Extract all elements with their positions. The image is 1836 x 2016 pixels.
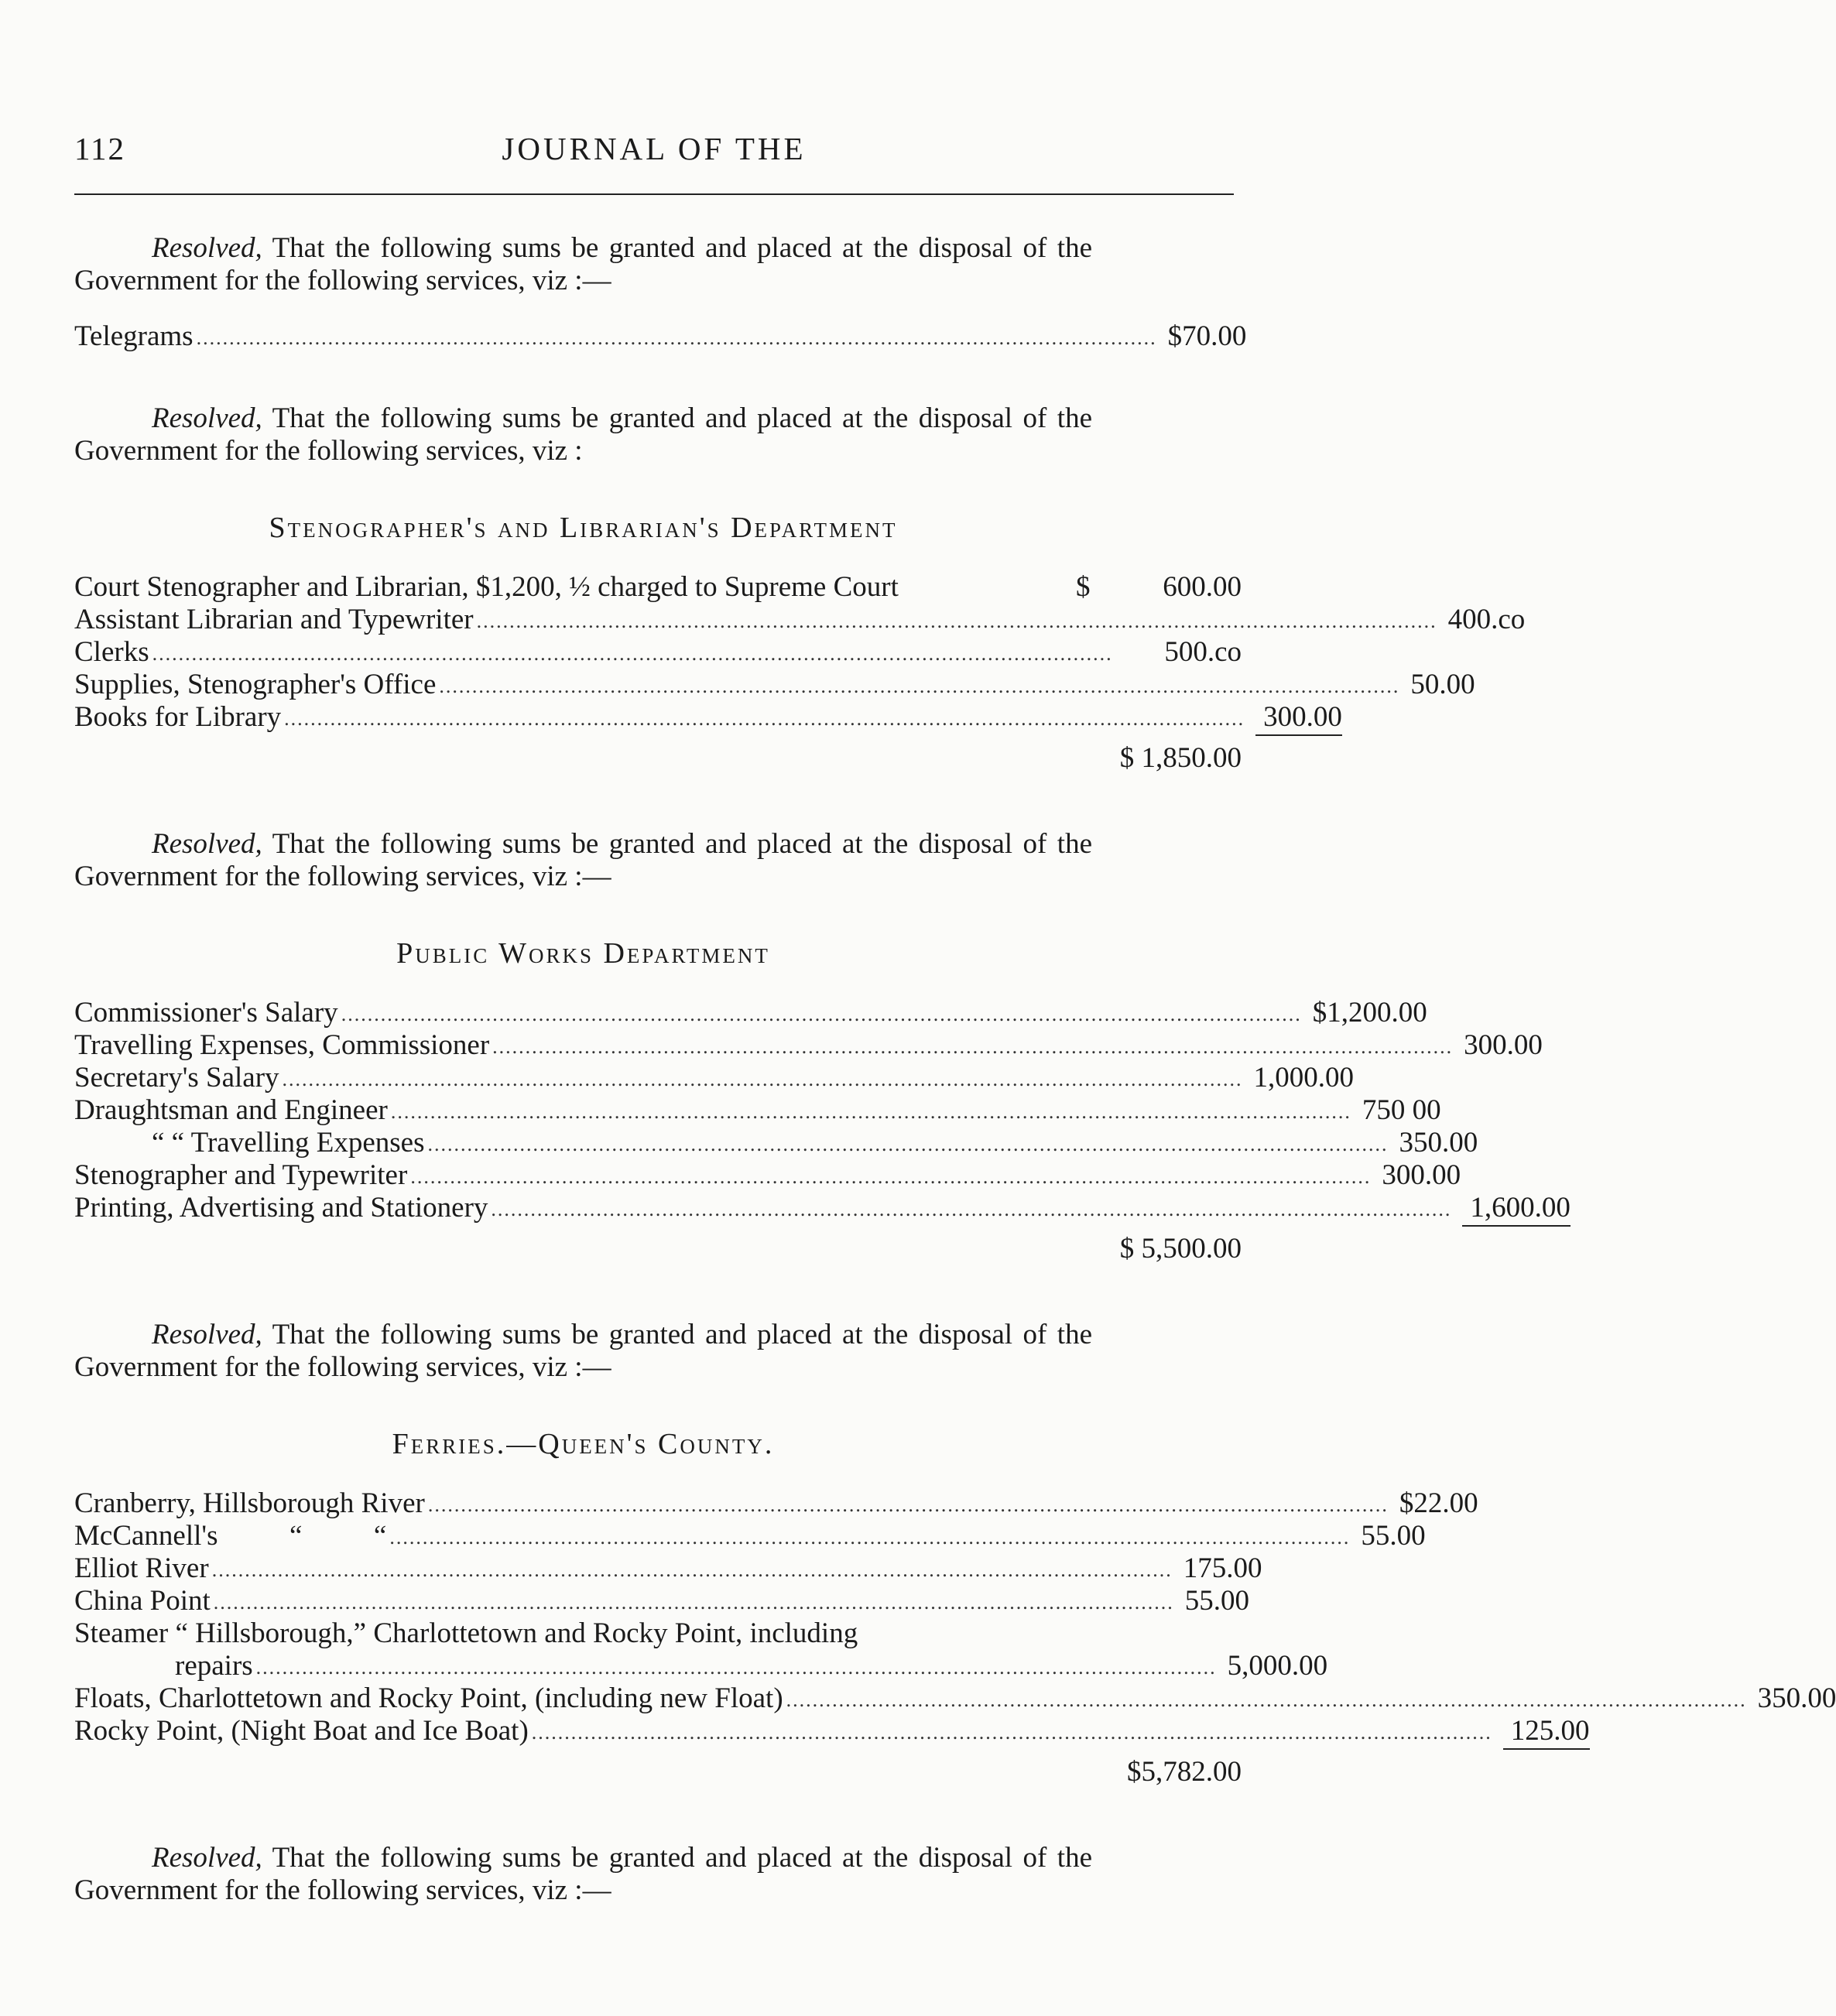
dot-leader: .................................................................................................................................................. — [439, 675, 1400, 697]
line-item — [74, 1127, 1478, 1159]
line-item — [74, 1682, 1836, 1715]
item-amount: 300.00 — [1464, 1029, 1543, 1061]
item-amount: 55.00 — [1184, 1585, 1250, 1617]
dot-leader: .................................................................................................................................................. — [389, 1526, 1351, 1549]
item-amount: 1,000.00 — [1253, 1062, 1355, 1094]
item-amount: 22.00 — [1413, 1487, 1478, 1519]
steno-items — [74, 571, 1526, 734]
currency-sign: $ — [1399, 1487, 1414, 1519]
line-item-steamer — [74, 1650, 1328, 1682]
resolved-word: Resolved, — [152, 1319, 262, 1350]
resolution-text: That the following sums be granted and placed at the disposal of the Government for the following services, viz :— — [74, 232, 1092, 296]
item-amount: 1,600.00 — [1462, 1192, 1571, 1227]
item-label: Steamer “ Hillsborough,” Charlottetown and Rocky Point, including — [74, 1617, 858, 1649]
line-item — [74, 997, 1427, 1029]
item-label: China Point — [74, 1585, 211, 1617]
page-number: 112 — [74, 131, 125, 166]
dot-leader: .................................................................................................................................................. — [152, 642, 1113, 665]
section-title-ferries: Ferries.—Queen's County. — [392, 1428, 775, 1460]
total-amount: $5,782.00 — [1127, 1756, 1242, 1788]
item-amount: 350.00 — [1399, 1127, 1478, 1159]
resolution-paragraph — [74, 1319, 1092, 1384]
item-label: Clerks — [74, 636, 149, 668]
item-amount: 400.co — [1447, 604, 1526, 635]
resolved-word: Resolved, — [152, 402, 262, 434]
running-title: JOURNAL OF THE — [502, 131, 807, 166]
dot-leader: .................................................................................................................................................. — [491, 1198, 1452, 1220]
line-item — [74, 1552, 1262, 1585]
item-label: Books for Library — [74, 701, 282, 733]
line-item — [74, 604, 1526, 636]
dot-leader: .................................................................................................................................................. — [410, 1165, 1372, 1188]
item-amount: 750 00 — [1362, 1094, 1441, 1126]
dot-leader: .................................................................................................................................................. — [390, 1100, 1351, 1123]
line-item — [74, 571, 1242, 604]
dot-leader: .................................................................................................................................................. — [427, 1133, 1389, 1155]
line-item — [74, 701, 1342, 734]
dot-leader: .................................................................................................................................................. — [531, 1721, 1492, 1744]
item-label: Floats, Charlottetown and Rocky Point, (including new Float) — [74, 1682, 783, 1714]
item-label: Court Stenographer and Librarian, $1,200, ½ charged to Supreme Court — [74, 571, 899, 603]
item-label: Commissioner's Salary — [74, 997, 338, 1029]
page-body — [74, 232, 1836, 1907]
resolution-paragraph — [74, 828, 1092, 893]
line-item — [74, 1159, 1461, 1192]
item-label: Printing, Advertising and Stationery — [74, 1192, 488, 1224]
currency-sign: $ — [1167, 320, 1183, 352]
header-rule — [74, 193, 1234, 195]
line-item — [74, 636, 1242, 669]
line-item — [74, 1487, 1478, 1520]
line-item-steamer-first-line — [74, 1617, 1242, 1650]
ferries-items — [74, 1487, 1836, 1747]
item-amount: 1,200.00 — [1327, 997, 1427, 1029]
dot-leader: .................................................................................................................................................. — [284, 707, 1245, 730]
item-label: Telegrams — [74, 320, 194, 352]
resolution-text: That the following sums be granted and placed at the disposal of the Government for the following services, viz :— — [74, 1842, 1092, 1906]
line-item — [74, 1029, 1543, 1062]
item-label: Stenographer and Typewriter — [74, 1159, 408, 1191]
item-amount: 175.00 — [1183, 1552, 1262, 1584]
dot-leader: .................................................................................................................................................. — [211, 1559, 1173, 1581]
dot-leader: .................................................................................................................................................. — [786, 1689, 1747, 1711]
line-item — [74, 1062, 1355, 1094]
item-label: Rocky Point, (Night Boat and Ice Boat) — [74, 1715, 529, 1747]
item-amount: 500.co — [1164, 636, 1242, 668]
page-header — [74, 130, 1234, 176]
item-label: Cranberry, Hillsborough River — [74, 1487, 425, 1519]
total-amount: $ 1,850.00 — [1119, 742, 1242, 774]
resolution-text: That the following sums be granted and placed at the disposal of the Government for the following services, viz : — [74, 402, 1092, 467]
item-label: Supplies, Stenographer's Office — [74, 669, 437, 700]
line-item — [74, 1094, 1441, 1127]
section-total — [74, 1229, 1242, 1269]
item-label: Elliot River — [74, 1552, 209, 1584]
item-label: Travelling Expenses, Commissioner — [74, 1029, 490, 1061]
resolution-paragraph — [74, 232, 1092, 297]
line-item — [74, 1715, 1590, 1747]
line-item — [74, 1520, 1426, 1552]
item-label: Draughtsman and Engineer — [74, 1094, 388, 1126]
currency-sign: $ — [1076, 571, 1091, 603]
item-amount: 350.00 — [1757, 1682, 1836, 1714]
line-item — [74, 1585, 1250, 1617]
item-amount: 55.00 — [1361, 1520, 1426, 1552]
line-item — [74, 1192, 1571, 1224]
item-amount: 125.00 — [1503, 1715, 1590, 1750]
section-total — [74, 1752, 1242, 1792]
total-amount: $ 5,500.00 — [1119, 1233, 1242, 1265]
resolution-paragraph — [74, 402, 1092, 467]
item-amount: 300.00 — [1255, 701, 1342, 736]
item-label: Assistant Librarian and Typewriter — [74, 604, 474, 635]
item-label: repairs — [175, 1650, 253, 1682]
resolved-word: Resolved, — [152, 1842, 262, 1874]
item-label: McCannell's “ “ — [74, 1520, 387, 1552]
item-label: “ “ Travelling Expenses — [152, 1127, 425, 1159]
resolution-text: That the following sums be granted and placed at the disposal of the Government for the following services, viz :— — [74, 1319, 1092, 1383]
resolution-text: That the following sums be granted and placed at the disposal of the Government for the following services, viz :— — [74, 828, 1092, 892]
resolution-paragraph — [74, 1842, 1092, 1907]
dot-leader: .................................................................................................................................................. — [427, 1494, 1389, 1516]
item-amount: 70.00 — [1182, 320, 1247, 352]
section-title-stenographer: Stenographer's and Librarian's Department — [269, 512, 898, 544]
resolved-word: Resolved, — [152, 232, 262, 264]
dot-leader: .................................................................................................................................................. — [213, 1591, 1174, 1614]
dot-leader: .................................................................................................................................................. — [196, 327, 1157, 349]
dot-leader: .................................................................................................................................................. — [341, 1003, 1302, 1025]
line-item — [74, 669, 1475, 701]
item-amount: 5,000.00 — [1227, 1650, 1328, 1682]
public-works-items — [74, 997, 1571, 1224]
item-label: Secretary's Salary — [74, 1062, 279, 1094]
item-amount: 300.00 — [1382, 1159, 1461, 1191]
dot-leader: .................................................................................................................................................. — [282, 1068, 1243, 1090]
item-amount: 50.00 — [1410, 669, 1475, 700]
section-total — [74, 738, 1242, 779]
line-item-telegrams — [74, 320, 1247, 353]
dot-leader: .................................................................................................................................................. — [255, 1656, 1217, 1679]
resolved-word: Resolved, — [152, 828, 262, 860]
dot-leader: .................................................................................................................................................. — [476, 610, 1437, 632]
currency-sign: $ — [1312, 997, 1327, 1029]
section-title-public-works: Public Works Department — [396, 937, 770, 970]
item-amount: 600.00 — [1163, 571, 1242, 603]
dot-leader: .................................................................................................................................................. — [492, 1035, 1454, 1058]
